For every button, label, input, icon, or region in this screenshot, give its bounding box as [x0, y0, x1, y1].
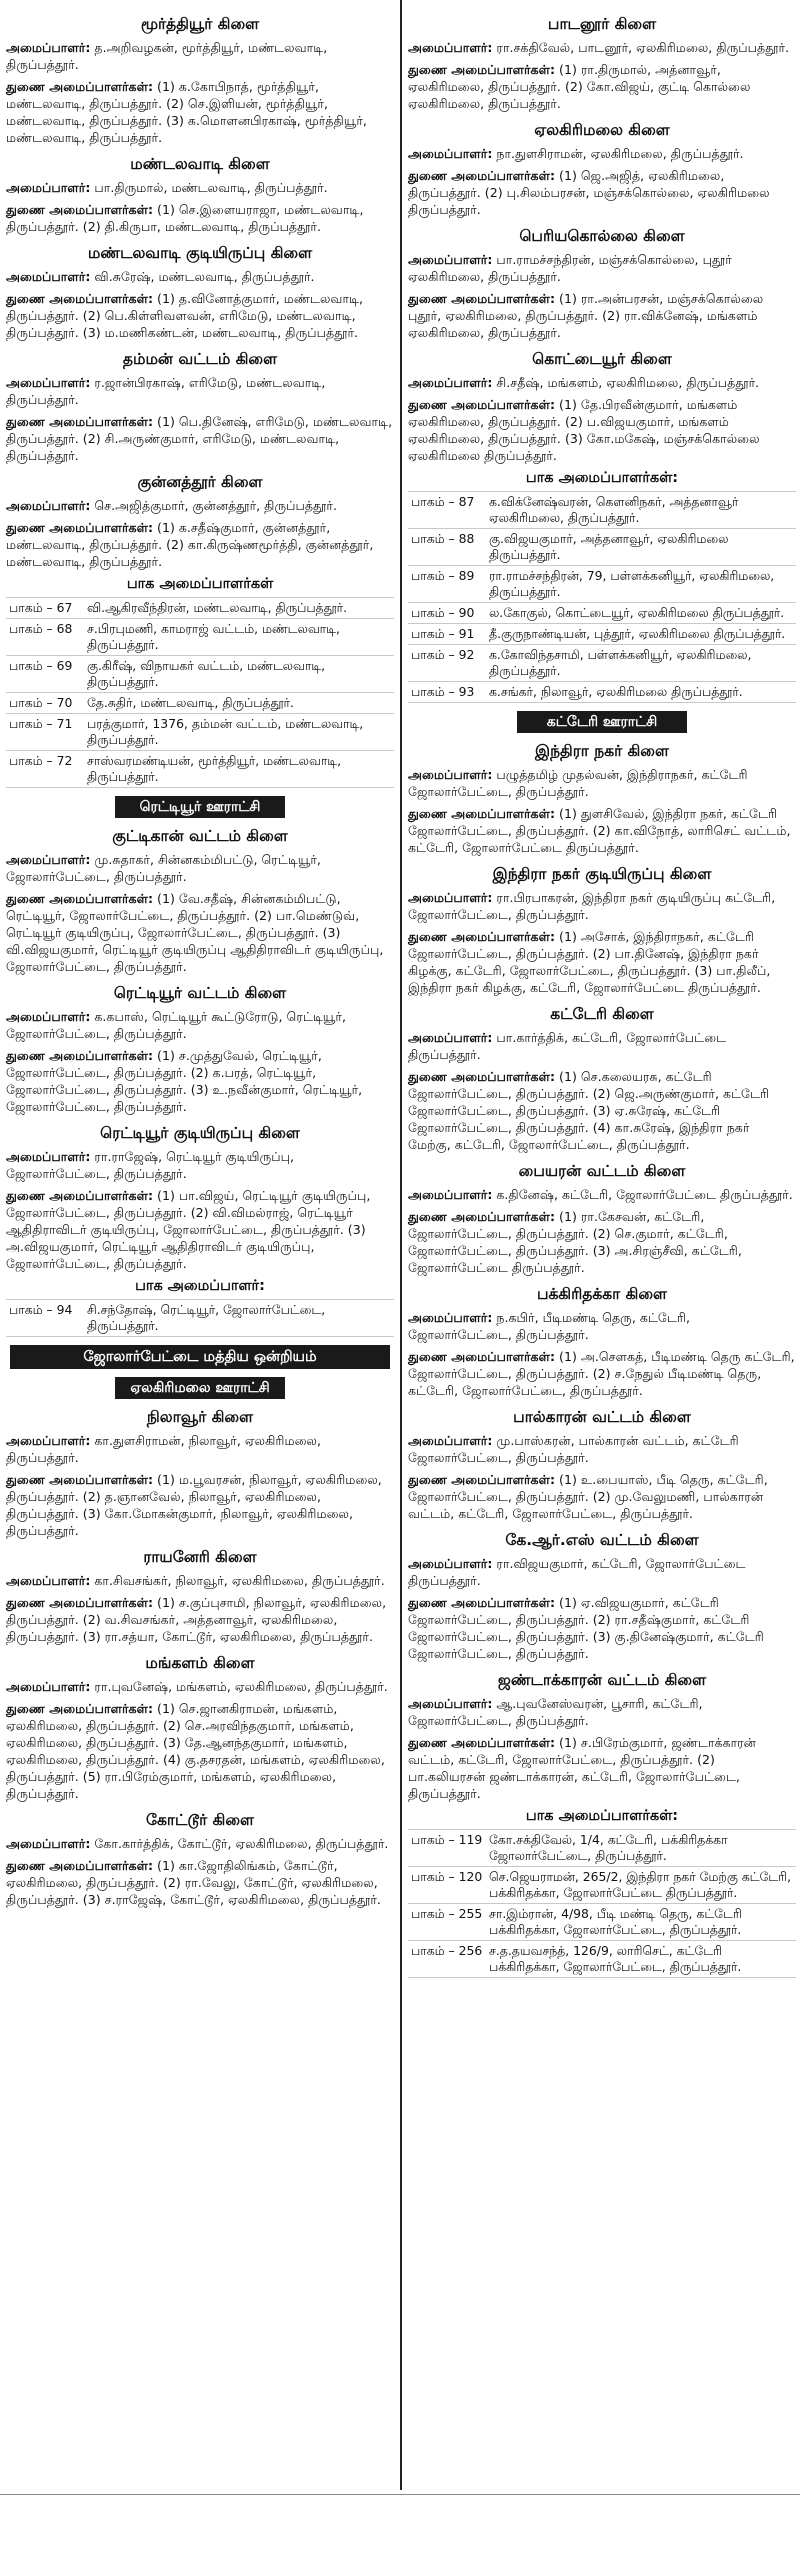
member-paragraph: [408, 889, 796, 923]
role-label: அமைப்பாளர்:: [6, 1573, 91, 1588]
booth-number: பாகம் – 71: [6, 714, 84, 751]
booth-section-heading: பாக அமைப்பாளர்கள்:: [525, 470, 679, 486]
member-names: வி.சுரேஷ், மண்டலவாடி, திருப்பத்தூர்.: [90, 269, 315, 284]
booth-organizer: க.கோவிந்தசாமி, பள்ளக்கனியூர், ஏலகிரிமலை, திருப்பத்தூர்.: [486, 645, 796, 682]
role-label: அமைப்பாளர்:: [408, 375, 493, 390]
member-names: சி.சதீஷ், மங்களம், ஏலகிரிமலை, திருப்பத்தூர்.: [492, 375, 760, 390]
role-label: அமைப்பாளர்:: [408, 1556, 493, 1571]
booth-table: [6, 597, 394, 788]
member-paragraph: [6, 1187, 394, 1272]
member-names: (1) த.வினோத்குமார், மண்டலவாடி, திருப்பத்தூர். (2) பெ.கிள்ளிவளவன், எரிமேடு, மண்டலவாடி, திருப்பத்தூர். (3) ம.மணிகண்டன், மண்டலவாடி, திருப்பத்தூர்.: [6, 291, 364, 340]
member-paragraph: [408, 1734, 796, 1802]
role-label: துணை அமைப்பாளர்கள்:: [408, 1735, 556, 1750]
branch-title: குன்னத்தூர் கிளை: [137, 473, 263, 491]
panchayat-banner: ஏலகிரிமலை ஊராட்சி: [115, 1377, 285, 1399]
booth-row: [408, 529, 796, 566]
booth-organizer: சி.சந்தோஷ், ரெட்டியூர், ஜோலார்பேட்டை, திருப்பத்தூர்.: [84, 1300, 394, 1337]
member-paragraph: [6, 1047, 394, 1115]
branch-title: கே.ஆர்.எஸ் வட்டம் கிளை: [505, 1531, 699, 1549]
booth-organizer: தே.சுதிர், மண்டலவாடி, திருப்பத்தூர்.: [84, 693, 394, 714]
member-names: க.கபாஸ், ரெட்டியூர் கூட்டுரோடு, ரெட்டியூர், ஜோலார்பேட்டை, திருப்பத்தூர்.: [6, 1009, 346, 1041]
role-label: அமைப்பாளர்:: [408, 1187, 493, 1202]
branch-title: ரெட்டியூர் குடியிருப்பு கிளை: [100, 1124, 300, 1142]
booth-section-heading: பாக அமைப்பாளர்:: [135, 1278, 265, 1294]
member-names: கோ.கார்த்திக், கோட்டூர், ஏலகிரிமலை, திருப்பத்தூர்.: [90, 1836, 389, 1851]
member-paragraph: [6, 497, 394, 514]
booth-organizer: செ.ஜெயராமன், 265/2, இந்திரா நகர் மேற்கு கட்டேரி, பக்கிரிதக்கா, ஜோலார்பேட்டை திருப்பத்தூர்.: [486, 1867, 796, 1904]
role-label: அமைப்பாளர்:: [408, 1433, 493, 1448]
role-label: துணை அமைப்பாளர்கள்:: [408, 397, 556, 412]
booth-table: [408, 1829, 796, 1978]
branch-title: கோட்டூர் கிளை: [146, 1811, 254, 1829]
role-label: துணை அமைப்பாளர்கள்:: [6, 1472, 154, 1487]
member-names: (1) தே.பிரவீன்குமார், மங்களம் ஏலகிரிமலை, திருப்பத்தூர். (2) ப.விஜயகுமார், மங்களம் ஏலகிரிமலை, திருப்பத்தூர். (3) கோ.மகேஷ், மஞ்சக்கொல்லை ஏலகிரிமலை திருப்பத்தூர்.: [408, 397, 760, 463]
member-paragraph: [408, 145, 796, 162]
member-names: ஆ.புவனேஸ்வரன், பூசாரி, கட்டேரி, ஜோலார்பேட்டை, திருப்பத்தூர்.: [408, 1696, 703, 1728]
role-label: அமைப்பாளர்:: [6, 852, 91, 867]
role-label: அமைப்பாளர்:: [408, 1310, 493, 1325]
role-label: துணை அமைப்பாளர்கள்:: [6, 1188, 154, 1203]
member-names: (1) க.கோபிநாத், மூர்த்தியூர், மண்டலவாடி, திருப்பத்தூர். (2) செ.இளியன், மூர்த்தியூர், மண்டலவாடி, திருப்பத்தூர். (3) க.மொளனபிரகாஷ், மூர்த்தியூர், மண்டலவாடி, திருப்பத்தூர்.: [6, 79, 367, 145]
booth-organizer: ச.பிரபுமணி, காமராஜ் வட்டம், மண்டலவாடி, திருப்பத்தூர்.: [84, 619, 394, 656]
member-paragraph: [408, 1186, 796, 1203]
member-names: (1) செ.இளையராஜா, மண்டலவாடி, திருப்பத்தூர். (2) தி.கிருபா, மண்டலவாடி, திருப்பத்தூர்.: [6, 202, 364, 234]
member-names: பழுத்தமிழ் முதல்வன், இந்திராநகர், கட்டேரி ஜோலார்பேட்டை, திருப்பத்தூர்.: [408, 767, 748, 799]
member-paragraph: [6, 290, 394, 341]
role-label: அமைப்பாளர்:: [408, 40, 493, 55]
booth-row: [408, 1941, 796, 1978]
member-names: (1) ச.பிரேம்குமார், ஜண்டாக்காரன் வட்டம், கட்டேரி, ஜோலார்பேட்டை, திருப்பத்தூர். (2) பா.கலியரசன் ஜண்டாக்காரன், கட்டேரி, ஜோலார்பேட்டை, திருப்பத்தூர்.: [408, 1735, 756, 1801]
booth-organizer: கு.விஜயகுமார், அத்தனாவூர், ஏலகிரிமலை திருப்பத்தூர்.: [486, 529, 796, 566]
role-label: அமைப்பாளர்:: [6, 1679, 91, 1694]
member-names: ரா.சக்திவேல், பாடனூர், ஏலகிரிமலை, திருப்பத்தூர்.: [492, 40, 790, 55]
branch-title: பெரியகொல்லை கிளை: [519, 227, 685, 245]
branch-title: மூர்த்தியூர் கிளை: [140, 15, 260, 33]
booth-row: [6, 656, 394, 693]
booth-number: பாகம் – 69: [6, 656, 84, 693]
booth-table: [6, 1299, 394, 1337]
member-names: (1) செ.கலையரசு, கட்டேரி ஜோலார்பேட்டை, திருப்பத்தூர். (2) ஜெ.அருண்குமார், கட்டேரி ஜோலார்பேட்டை, திருப்பத்தூர். (3) ஏ.சுரேஷ், கட்டேரி ஜோலார்பேட்டை, திருப்பத்தூர். (4) கா.சுரேஷ், இந்திரா நகர் மேற்கு, கட்டேரி, ஜோலார்பேட்டை, திருப்பத்தூர்.: [408, 1069, 770, 1152]
member-paragraph: [408, 167, 796, 218]
member-names: (1) அ.சௌகத், பீடிமண்டி தெரு கட்டேரி, ஜோலார்பேட்டை, திருப்பத்தூர். (2) ச.நேதுல் பீடிமண்டி தெரு, கட்டேரி, ஜோலார்பேட்டை, திருப்பத்தூர்.: [408, 1349, 795, 1398]
role-label: அமைப்பாளர்:: [408, 252, 493, 267]
member-names: (1) அசோக், இந்திராநகர், கட்டேரி ஜோலார்பேட்டை, திருப்பத்தூர். (2) பா.தினேஷ், இந்திரா நகர் கிழக்கு, கட்டேரி, ஜோலார்பேட்டை, திருப்பத்தூர். (3) பா.திலீப், இந்திரா நகர் கிழக்கு, கட்டேரி, ஜோலார்பேட்டை திருப்பத்தூர்.: [408, 929, 771, 995]
member-names: ர.ஜான்பிரகாஷ், எரிமேடு, மண்டலவாடி, திருப்பத்தூர்.: [6, 375, 326, 407]
booth-number: பாகம் – 67: [6, 598, 84, 619]
member-names: (1) க.சதீஷ்குமார், குன்னத்தூர், மண்டலவாடி, திருப்பத்தூர். (2) கா.கிருஷ்ணமூர்த்தி, குன்னத்தூர், மண்டலவாடி, திருப்பத்தூர்.: [6, 520, 374, 569]
booth-number: பாகம் – 88: [408, 529, 486, 566]
booth-row: [6, 598, 394, 619]
booth-row: [408, 645, 796, 682]
branch-title: மண்டலவாடி கிளை: [130, 155, 270, 173]
role-label: அமைப்பாளர்:: [6, 40, 91, 55]
role-label: அமைப்பாளர்:: [408, 890, 493, 905]
member-paragraph: [408, 251, 796, 285]
member-paragraph: [408, 1208, 796, 1276]
member-paragraph: [6, 1700, 394, 1802]
booth-section-heading: பாக அமைப்பாளர்கள்: [126, 576, 274, 592]
booth-organizer: சா.இம்ரான், 4/98, பீடி மண்டி தெரு, கட்டேரி பக்கிரிதக்கா, ஜோலார்பேட்டை, திருப்பத்தூர்.: [486, 1904, 796, 1941]
member-paragraph: [408, 290, 796, 341]
member-paragraph: [408, 396, 796, 464]
member-paragraph: [408, 805, 796, 856]
member-paragraph: [408, 1594, 796, 1662]
member-paragraph: [6, 1594, 394, 1645]
booth-number: பாகம் – 120: [408, 1867, 486, 1904]
booth-number: பாகம் – 90: [408, 603, 486, 624]
branch-title: கொட்டையூர் கிளை: [532, 350, 672, 368]
member-names: (1) கா.ஜோதிலிங்கம், கோட்டூர், ஏலகிரிமலை, திருப்பத்தூர். (2) ரா.வேலு, கோட்டூர், ஏலகிரிமலை, திருப்பத்தூர். (3) ச.ராஜேஷ், கோட்டூர், ஏலகிரிமலை, திருப்பத்தூர்.: [6, 1858, 381, 1907]
panchayat-banner: ரெட்டியூர் ஊராட்சி: [115, 796, 285, 818]
member-paragraph: [6, 1471, 394, 1539]
member-names: ரா.விஜயகுமார், கட்டேரி, ஜோலார்பேட்டை திருப்பத்தூர்.: [408, 1556, 746, 1588]
left-column: [6, 6, 394, 1913]
member-names: (1) ச.முத்துவேல், ரெட்டியூர், ஜோலார்பேட்டை, திருப்பத்தூர். (2) க.பரத், ரெட்டியூர், ஜோலார்பேட்டை, திருப்பத்தூர். (3) உ.நவீன்குமார், ரெட்டியூர், ஜோலார்பேட்டை, திருப்பத்தூர்.: [6, 1048, 363, 1114]
member-names: (1) ரா.திருமால், அத்னாவூர், ஏலகிரிமலை, திருப்பத்தூர். (2) கோ.விஜய், குட்டி கொல்லை ஏலகிரிமலை, திருப்பத்தூர்.: [408, 62, 751, 111]
member-names: ந.கபிர், பீடிமண்டி தெரு, கட்டேரி, ஜோலார்பேட்டை, திருப்பத்தூர்.: [408, 1310, 690, 1342]
member-paragraph: [6, 851, 394, 885]
booth-row: [6, 619, 394, 656]
member-paragraph: [6, 1857, 394, 1908]
member-names: (1) ரா.கேசவன், கட்டேரி, ஜோலார்பேட்டை, திருப்பத்தூர். (2) செ.குமார், கட்டேரி, ஜோலார்பேட்டை, திருப்பத்தூர். (3) அ.சிரஞ்சீவி, கட்டேரி, ஜோலார்பேட்டை திருப்பத்தூர்.: [408, 1209, 742, 1275]
booth-number: பாகம் – 92: [408, 645, 486, 682]
member-paragraph: [408, 1471, 796, 1522]
branch-title: இந்திரா நகர் கிளை: [535, 742, 669, 760]
booth-number: பாகம் – 89: [408, 566, 486, 603]
member-paragraph: [6, 39, 394, 73]
member-paragraph: [6, 179, 394, 196]
role-label: துணை அமைப்பாளர்கள்:: [6, 520, 154, 535]
role-label: துணை அமைப்பாளர்கள்:: [408, 62, 556, 77]
booth-number: பாகம் – 70: [6, 693, 84, 714]
role-label: துணை அமைப்பாளர்கள்:: [6, 1595, 154, 1610]
bottom-rule: [0, 2494, 800, 2495]
role-label: துணை அமைப்பாளர்கள்:: [6, 414, 154, 429]
booth-number: பாகம் – 255: [408, 1904, 486, 1941]
booth-organizer: பரத்குமார், 1376, தம்மன் வட்டம், மண்டலவாடி, திருப்பத்தூர்.: [84, 714, 394, 751]
member-paragraph: [408, 928, 796, 996]
member-paragraph: [6, 78, 394, 146]
role-label: துணை அமைப்பாளர்கள்:: [6, 891, 154, 906]
member-paragraph: [408, 1432, 796, 1466]
member-names: (1) ச.குப்புசாமி, நிலாவூர், ஏலகிரிமலை, திருப்பத்தூர். (2) வ.சிவசங்கர், அத்தனாவூர், ஏலகிரிமலை, திருப்பத்தூர். (3) ரா.சத்யா, கோட்டூர், ஏலகிரிமலை, திருப்பத்தூர்.: [6, 1595, 387, 1644]
booth-organizer: க.சங்கர், நிலாவூர், ஏலகிரிமலை திருப்பத்தூர்.: [486, 682, 796, 703]
member-names: பா.திருமால், மண்டலவாடி, திருப்பத்தூர்.: [90, 180, 328, 195]
member-names: செ.அஜித்குமார், குன்னத்தூர், திருப்பத்தூர்.: [90, 498, 337, 513]
booth-organizer: ச.த.தயவசந்த், 126/9, லாரிசெட், கட்டேரி பக்கிரிதக்கா, ஜோலார்பேட்டை, திருப்பத்தூர்.: [486, 1941, 796, 1978]
member-names: (1) பெ.தினேஷ், எரிமேடு, மண்டலவாடி, திருப்பத்தூர். (2) சி.அருண்குமார், எரிமேடு, மண்டலவாடி, திருப்பத்தூர்.: [6, 414, 393, 463]
role-label: துணை அமைப்பாளர்கள்:: [6, 79, 154, 94]
branch-title: பாடனூர் கிளை: [547, 15, 657, 33]
booth-row: [6, 693, 394, 714]
role-label: அமைப்பாளர்:: [6, 269, 91, 284]
member-paragraph: [6, 1678, 394, 1695]
member-paragraph: [6, 1148, 394, 1182]
role-label: துணை அமைப்பாளர்கள்:: [6, 1858, 154, 1873]
role-label: துணை அமைப்பாளர்கள்:: [408, 1349, 556, 1364]
booth-organizer: கோ.சக்திவேல், 1/4, கட்டேரி, பக்கிரிதக்கா ஜோலார்பேட்டை, திருப்பத்தூர்.: [486, 1830, 796, 1867]
booth-section-heading: பாக அமைப்பாளர்கள்:: [525, 1808, 679, 1824]
member-paragraph: [6, 1432, 394, 1466]
member-names: (1) ஏ.விஜயகுமார், கட்டேரி ஜோலார்பேட்டை, திருப்பத்தூர். (2) ரா.சதீஷ்குமார், கட்டேரி ஜோலார்பேட்டை, திருப்பத்தூர். (3) கு.தினேஷ்குமார், கட்டேரி ஜோலார்பேட்டை, திருப்பத்தூர்.: [408, 1595, 764, 1661]
role-label: அமைப்பாளர்:: [408, 767, 493, 782]
member-paragraph: [408, 374, 796, 391]
booth-row: [408, 603, 796, 624]
booth-number: பாகம் – 93: [408, 682, 486, 703]
member-names: (1) வே.சதீஷ், சின்னகம்மிபட்டு, ரெட்டியூர், ஜோலார்பேட்டை, திருப்பத்தூர். (2) பா.மெண்டுவ், ரெட்டியூர் குடியிருப்பு, ஜோலார்பேட்டை, திருப்பத்தூர். (3) வி.விஜயகுமார், ரெட்டியூர் குடியிருப்பு ஆதிதிராவிடர் குடியிருப்பு, ஜோலார்பேட்டை, திருப்பத்தூர்.: [6, 891, 384, 974]
member-paragraph: [6, 890, 394, 975]
member-names: நா.துளசிராமன், ஏலகிரிமலை, திருப்பத்தூர்.: [492, 146, 744, 161]
member-paragraph: [408, 1029, 796, 1063]
member-names: (1) பா.விஜய், ரெட்டியூர் குடியிருப்பு, ஜோலார்பேட்டை, திருப்பத்தூர். (2) வி.விமல்ராஜ், ரெட்டியூர் ஆதிதிராவிடர் குடியிருப்பு, ஜோலார்பேட்டை, திருப்பத்தூர். (3) அ.விஜயகுமார், ரெட்டியூர் ஆதிதிராவிடர் குடியிருப்பு, ஜோலார்பேட்டை, திருப்பத்தூர்.: [6, 1188, 371, 1271]
role-label: துணை அமைப்பாளர்கள்:: [408, 1069, 556, 1084]
member-paragraph: [408, 1348, 796, 1399]
booth-number: பாகம் – 94: [6, 1300, 84, 1337]
booth-number: பாகம் – 87: [408, 492, 486, 529]
role-label: துணை அமைப்பாளர்கள்:: [408, 291, 556, 306]
booth-row: [408, 624, 796, 645]
panchayat-banner: கட்டேரி ஊராட்சி: [517, 711, 687, 733]
role-label: துணை அமைப்பாளர்கள்:: [408, 1472, 556, 1487]
role-label: துணை அமைப்பாளர்கள்:: [408, 929, 556, 944]
member-paragraph: [6, 1835, 394, 1852]
branch-title: நிலாவூர் கிளை: [146, 1408, 254, 1426]
booth-row: [6, 714, 394, 751]
member-names: பா.ராமச்சந்திரன், மஞ்சக்கொல்லை, புதூர் ஏலகிரிமலை, திருப்பத்தூர்.: [408, 252, 732, 284]
role-label: அமைப்பாளர்:: [6, 375, 91, 390]
member-paragraph: [6, 1008, 394, 1042]
booth-organizer: ல.கோகுல், கொட்டையூர், ஏலகிரிமலை திருப்பத்தூர்.: [486, 603, 796, 624]
member-paragraph: [408, 766, 796, 800]
member-paragraph: [6, 201, 394, 235]
booth-row: [6, 751, 394, 788]
booth-organizer: க.விக்னேஷ்வரன், கௌனிநகர், அத்தனாவூர் ஏலகிரிமலை, திருப்பத்தூர்.: [486, 492, 796, 529]
member-paragraph: [408, 1309, 796, 1343]
branch-title: மங்களம் கிளை: [145, 1654, 255, 1672]
member-names: (1) ரா.அன்பரசன், மஞ்சக்கொல்லை புதூர், ஏலகிரிமலை, திருப்பத்தூர். (2) ரா.விக்னேஷ், மங்களம் ஏலகிரிமலை, திருப்பத்தூர்.: [408, 291, 764, 340]
role-label: துணை அமைப்பாளர்கள்:: [6, 1701, 154, 1716]
member-paragraph: [6, 519, 394, 570]
column-divider: [400, 0, 402, 2490]
member-paragraph: [408, 1555, 796, 1589]
role-label: துணை அமைப்பாளர்கள்:: [408, 806, 556, 821]
booth-row: [408, 682, 796, 703]
branch-title: ஜண்டாக்காரன் வட்டம் கிளை: [497, 1671, 707, 1689]
booth-number: பாகம் – 72: [6, 751, 84, 788]
booth-organizer: வி.ஆகிரவீந்திரன், மண்டலவாடி, திருப்பத்தூர்.: [84, 598, 394, 619]
booth-row: [408, 1867, 796, 1904]
role-label: அமைப்பாளர்:: [408, 1030, 493, 1045]
branch-title: பையரன் வட்டம் கிளை: [518, 1162, 686, 1180]
role-label: துணை அமைப்பாளர்கள்:: [6, 291, 154, 306]
role-label: துணை அமைப்பாளர்கள்:: [408, 1595, 556, 1610]
member-names: (1) துளசிவேல், இந்திரா நகர், கட்டேரி ஜோலார்பேட்டை, திருப்பத்தூர். (2) கா.விநோத், லாரிசெட் வட்டம், கட்டேரி, ஜோலார்பேட்டை திருப்பத்தூர்.: [408, 806, 791, 855]
member-names: மு.பாஸ்கரன், பால்காரன் வட்டம், கட்டேரி ஜோலார்பேட்டை, திருப்பத்தூர்.: [408, 1433, 739, 1465]
role-label: அமைப்பாளர்:: [408, 1696, 493, 1711]
role-label: துணை அமைப்பாளர்கள்:: [6, 1048, 154, 1063]
booth-table: [408, 491, 796, 703]
member-names: த.அறிவழகன், மூர்த்தியூர், மண்டலவாடி, திருப்பத்தூர்.: [6, 40, 328, 72]
member-names: பா.கார்த்திக், கட்டேரி, ஜோலார்பேட்டை திருப்பத்தூர்.: [408, 1030, 727, 1062]
role-label: அமைப்பாளர்:: [6, 180, 91, 195]
branch-title: ஏலகிரிமலை கிளை: [534, 121, 670, 139]
member-names: (1) ம.பூவரசன், நிலாவூர், ஏலகிரிமலை, திருப்பத்தூர். (2) த.ஞானவேல், நிலாவூர், ஏலகிரிமலை, திருப்பத்தூர். (3) கோ.மோகன்குமார், நிலாவூர், ஏலகிரிமலை, திருப்பத்தூர்.: [6, 1472, 382, 1538]
member-names: ரா.ராஜேஷ், ரெட்டியூர் குடியிருப்பு, ஜோலார்பேட்டை, திருப்பத்தூர்.: [6, 1149, 294, 1181]
booth-organizer: சாஸ்வரமண்டியன், மூர்த்தியூர், மண்டலவாடி, திருப்பத்தூர்.: [84, 751, 394, 788]
branch-title: தம்மன் வட்டம் கிளை: [122, 350, 278, 368]
role-label: துணை அமைப்பாளர்கள்:: [408, 168, 556, 183]
role-label: அமைப்பாளர்:: [6, 1149, 91, 1164]
member-names: கா.துளசிராமன், நிலாவூர், ஏலகிரிமலை, திருப்பத்தூர்.: [6, 1433, 321, 1465]
panchayat-banner: ஜோலார்பேட்டை மத்திய ஒன்றியம்: [10, 1345, 390, 1369]
member-names: ரா.புவனேஷ், மங்களம், ஏலகிரிமலை, திருப்பத்தூர்.: [90, 1679, 388, 1694]
branch-title: ரெட்டியூர் வட்டம் கிளை: [113, 984, 287, 1002]
booth-number: பாகம் – 91: [408, 624, 486, 645]
booth-row: [408, 1904, 796, 1941]
member-paragraph: [408, 39, 796, 56]
member-names: (1) உ.பையாஸ், பீடி தெரு, கட்டேரி, ஜோலார்பேட்டை, திருப்பத்தூர். (2) மு.வேலுமணி, பால்காரன் வட்டம், கட்டேரி, ஜோலார்பேட்டை, திருப்பத்தூர்.: [408, 1472, 768, 1521]
branch-title: பால்காரன் வட்டம் கிளை: [513, 1408, 691, 1426]
branch-title: ராயனேரி கிளை: [143, 1548, 257, 1566]
right-column: [408, 6, 796, 1982]
booth-row: [408, 1830, 796, 1867]
role-label: அமைப்பாளர்:: [6, 1009, 91, 1024]
role-label: துணை அமைப்பாளர்கள்:: [408, 1209, 556, 1224]
member-names: மு.சுதாகர், சின்னகம்மிபட்டு, ரெட்டியூர், ஜோலார்பேட்டை, திருப்பத்தூர்.: [6, 852, 321, 884]
role-label: அமைப்பாளர்:: [6, 498, 91, 513]
member-paragraph: [408, 1695, 796, 1729]
role-label: அமைப்பாளர்:: [6, 1836, 91, 1851]
role-label: துணை அமைப்பாளர்கள்:: [6, 202, 154, 217]
member-paragraph: [6, 268, 394, 285]
booth-number: பாகம் – 119: [408, 1830, 486, 1867]
branch-title: கட்டேரி கிளை: [550, 1005, 654, 1023]
booth-number: பாகம் – 68: [6, 619, 84, 656]
booth-row: [6, 1300, 394, 1337]
booth-row: [408, 566, 796, 603]
member-names: ரா.பிரபாகரன், இந்திரா நகர் குடியிருப்பு கட்டேரி, ஜோலார்பேட்டை, திருப்பத்தூர்.: [408, 890, 776, 922]
branch-title: குட்டிகான் வட்டம் கிளை: [112, 827, 288, 845]
member-names: (1) செ.ஜானகிராமன், மங்களம், ஏலகிரிமலை, திருப்பத்தூர். (2) செ.அரவிந்தகுமார், மங்களம், ஏலகிரிமலை, திருப்பத்தூர். (3) தே.ஆனந்தகுமார், மங்களம், ஏலகிரிமலை, திருப்பத்தூர். (4) கு.தசரதன், மங்களம், ஏலகிரிமலை, திருப்பத்தூர். (5) ரா.பிரேம்குமார், மங்களம், ஏலகிரிமலை, திருப்பத்தூர்.: [6, 1701, 385, 1801]
member-paragraph: [6, 374, 394, 408]
member-names: க.தினேஷ், கட்டேரி, ஜோலார்பேட்டை திருப்பத்தூர்.: [492, 1187, 793, 1202]
role-label: அமைப்பாளர்:: [6, 1433, 91, 1448]
branch-title: மண்டலவாடி குடியிருப்பு கிளை: [87, 244, 313, 262]
member-paragraph: [6, 413, 394, 464]
booth-organizer: கு.கிரீஷ், விநாயகர் வட்டம், மண்டலவாடி, திருப்பத்தூர்.: [84, 656, 394, 693]
role-label: அமைப்பாளர்:: [408, 146, 493, 161]
member-paragraph: [408, 61, 796, 112]
member-names: கா.சிவசங்கர், நிலாவூர், ஏலகிரிமலை, திருப்பத்தூர்.: [90, 1573, 385, 1588]
member-names: (1) ஜெ.அஜித், ஏலகிரிமலை, திருப்பத்தூர். (2) பு.சிலம்பரசன், மஞ்சக்கொல்லை, ஏலகிரிமலை திருப்பத்தூர்.: [408, 168, 770, 217]
booth-row: [408, 492, 796, 529]
member-paragraph: [6, 1572, 394, 1589]
booth-organizer: ரா.ராமச்சந்திரன், 79, பள்ளக்கனியூர், ஏலகிரிமலை, திருப்பத்தூர்.: [486, 566, 796, 603]
member-paragraph: [408, 1068, 796, 1153]
booth-organizer: தீ.குருநாண்டியன், புத்தூர், ஏலகிரிமலை திருப்பத்தூர்.: [486, 624, 796, 645]
branch-title: இந்திரா நகர் குடியிருப்பு கிளை: [492, 865, 712, 883]
branch-title: பக்கிரிதக்கா கிளை: [536, 1285, 668, 1303]
booth-number: பாகம் – 256: [408, 1941, 486, 1978]
